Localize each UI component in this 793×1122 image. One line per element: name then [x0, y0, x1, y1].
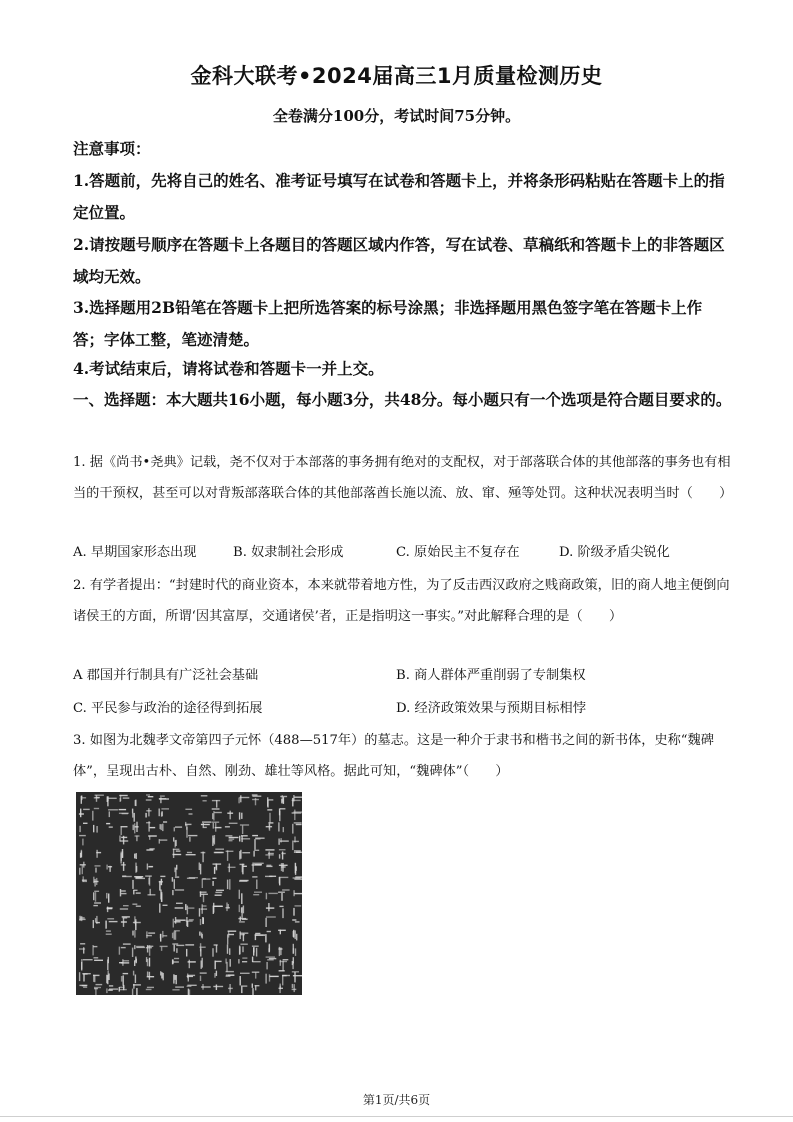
stele-rubbing-image: [76, 792, 302, 995]
stele-rubbing-graphic: [76, 792, 302, 995]
notice-heading: 注意事项：: [73, 139, 151, 158]
question-3-stem: 3. 如图为北魏孝文帝第四子元怀（488—517年）的墓志。这是一种介于隶书和楷书之间的新书体，史称“魏碑体”，呈现出古朴、自然、刚劲、雄壮等风格。据此可知，“魏碑体”（ ）: [73, 733, 714, 779]
page-number: 第1页/共6页: [362, 1093, 431, 1107]
question-1-stem: 1. 据《尚书•尧典》记载，尧不仅对于本部落的事务拥有绝对的支配权，对于部落联合体的其他部落的事务也有相当的干预权，甚至可以对背叛部落联合体的其他部落酋长施以流、放、窜、殛等处罚。这种状况表明当时（ ）: [73, 455, 733, 501]
question-2-options-row2: [73, 696, 733, 722]
question-2-option-b[interactable]: B. 商人群体严重削弱了专制集权: [396, 668, 586, 683]
question-2-options-row1: [73, 663, 733, 689]
notice-item-2: 2.请按题号顺序在答题卡上各题目的答题区域内作答，写在试卷、草稿纸和答题卡上的非答题区域均无效。: [73, 235, 725, 286]
question-2-option-c[interactable]: C. 平民参与政治的途径得到拓展: [73, 701, 263, 716]
question-1-option-d[interactable]: D. 阶级矛盾尖锐化: [559, 545, 670, 560]
footer-divider: [0, 1116, 793, 1117]
notice-item-3: 3.选择题用2B铅笔在答题卡上把所选答案的标号涂黑；非选择题用黑色签字笔在答题卡上作答；字体工整，笔迹清楚。: [73, 298, 703, 349]
question-2-option-d[interactable]: D. 经济政策效果与预期目标相悖: [396, 701, 586, 716]
exam-info: 全卷满分100分，考试时间75分钟。: [272, 107, 521, 125]
question-1-options: [73, 540, 733, 566]
question-2-stem: 2. 有学者提出：“封建时代的商业资本，本来就带着地方性，为了反击西汉政府之贱商政策，旧的商人地主便倒向诸侯王的方面，所谓‘因其富厚，交通诸侯’者，正是指明这一事实。”对此解释合理的是（ ）: [73, 578, 730, 624]
question-1-option-a[interactable]: A. 早期国家形态出现: [73, 545, 197, 560]
question-1-option-c[interactable]: C. 原始民主不复存在: [396, 545, 520, 560]
question-1-option-b[interactable]: B. 奴隶制社会形成: [233, 545, 344, 560]
section-heading: 一、选择题：本大题共16小题，每小题3分，共48分。每小题只有一个选项是符合题目要求的。: [73, 390, 732, 409]
notice-item-4: 4.考试结束后，请将试卷和答题卡一并上交。: [73, 359, 384, 378]
notice-item-1: 1.答题前，先将自己的姓名、准考证号填写在试卷和答题卡上，并将条形码粘贴在答题卡上的指定位置。: [73, 171, 725, 222]
page-title: 金科大联考•2024届高三1月质量检测历史: [190, 64, 603, 88]
question-2-option-a[interactable]: A 郡国并行制具有广泛社会基础: [73, 668, 259, 683]
